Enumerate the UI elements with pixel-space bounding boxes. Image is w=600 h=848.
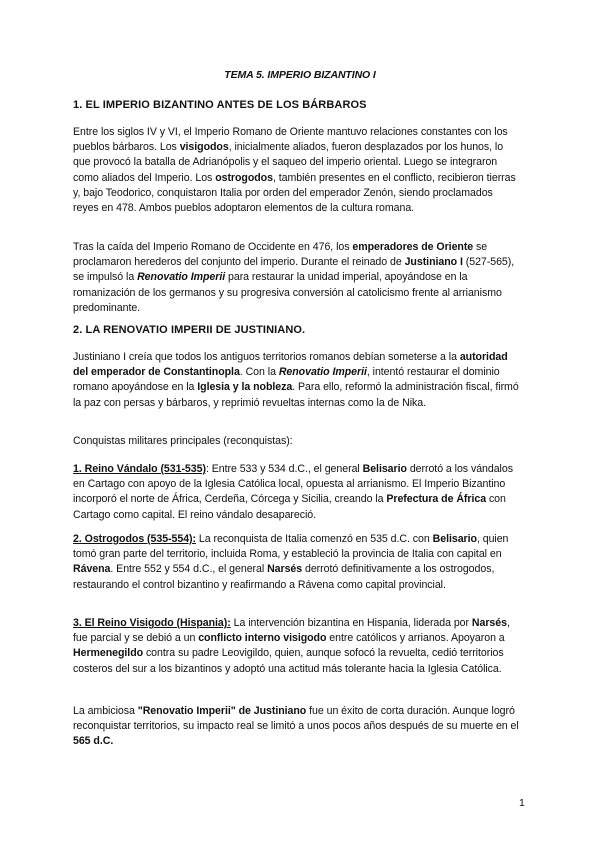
text: Tras la caída del Imperio Romano de Occidente en 476, los: [73, 241, 353, 253]
conquest-vandal-kingdom: [73, 462, 519, 523]
text: contra su padre Leovigildo, quien, aunque sofocó la revuelta, cedió territorios costeros del sur a los bizantinos y adoptó una actitud más tolerante hacia la Iglesia Católica.: [73, 647, 504, 675]
text: , intentó restaurar el dominio romano apoyándose en la: [73, 366, 500, 394]
text: Justiniano I creía que todos los antiguos territorios romanos debían someterse a la: [73, 351, 460, 363]
text: derrotó a los vándalos en Cartago con apoyo de la Iglesia Católica local, opuesta al arrianismo. El Imperio Bizantino incorporó el norte de África, Cerdeña, Córcega y Sicilia, creando la: [73, 463, 513, 506]
bold-text: Belisario: [432, 533, 477, 545]
section-1-paragraph-2: [73, 240, 519, 316]
bold-text: Narsés: [471, 617, 507, 629]
text: para restaurar la unidad imperial, apoyándose en la romanización de los germanos y su progresiva conversión al catolicismo frente al arrianismo predominante.: [73, 271, 502, 314]
text: La ambiciosa: [73, 705, 138, 717]
bold-italic-text: Renovatio Imperii: [137, 271, 226, 284]
conquest-label: 3. El Reino Visigodo (Hispania):: [73, 617, 231, 629]
text: , quien tomó gran parte del territorio, incluida Roma, y estableció la provincia de Italia con capital en: [73, 533, 509, 561]
text: con Cartago como capital. El reino vándalo desapareció.: [73, 493, 506, 521]
bold-text: Hermenegildo: [73, 647, 144, 660]
section-2-heading: 2. LA RENOVATIO IMPERII DE JUSTINIANO.: [73, 324, 306, 336]
text: se proclamaron herederos del conjunto del imperio. Durante el reinado de: [73, 241, 488, 269]
conquest-visigothic-kingdom: [73, 616, 519, 677]
conquests-intro: Conquistas militares principales (reconquistas):: [73, 435, 293, 447]
text: : Entre 533 y 534 d.C., el general: [205, 463, 363, 475]
document-title: TEMA 5. IMPERIO BIZANTINO I: [224, 69, 376, 81]
text: . Para ello, reformó la administración fiscal, firmó la paz con persas y bárbaros, y reprimió revueltas internas como la de Nika.: [73, 381, 519, 409]
text: . Entre 552 y 554 d.C., el general: [110, 563, 268, 576]
bold-text: Narsés: [267, 563, 303, 576]
page-number: 1: [519, 797, 525, 809]
conquest-label: 2. Ostrogodos (535-554):: [73, 533, 197, 545]
text: entre católicos y arrianos. Apoyaron a: [326, 632, 505, 645]
section-1-paragraph-1: [73, 125, 519, 216]
conquest-label: 1. Reino Vándalo (531-535): [73, 463, 206, 475]
bold-text: emperadores de Oriente: [352, 241, 474, 253]
bold-text: Justiniano I: [404, 256, 463, 269]
bold-text: autoridad del emperador de Constantinopla: [73, 351, 508, 379]
text: La reconquista de Italia comenzó en 535 d.C. con: [196, 533, 433, 545]
bold-text: visigodos: [179, 141, 229, 154]
text: , fue parcial y se debió a un: [73, 617, 510, 645]
closing-paragraph: [73, 704, 519, 750]
bold-italic-text: Renovatio Imperii: [278, 366, 367, 379]
section-1-heading: 1. EL IMPERIO BIZANTINO ANTES DE LOS BÁRBAROS: [73, 99, 367, 111]
text: La intervención bizantina en Hispania, liderada por: [230, 617, 472, 629]
text: . Con la: [239, 366, 279, 379]
text: fue un éxito de corta duración. Aunque logró reconquistar territorios, su impacto real se limitó a unos pocos años después de su muerte en el: [73, 705, 519, 733]
bold-text: "Renovatio Imperii" de Justiniano: [137, 705, 307, 717]
bold-text: 565 d.C.: [73, 735, 114, 748]
text: , inicialmente aliados, fueron desplazados por los hunos, lo que provocó la batalla de Adrianópolis y el saqueo del imperio oriental. Luego se integraron como aliados del Imperio. Los: [73, 141, 504, 184]
bold-text: ostrogodos: [215, 171, 273, 184]
bold-text: Iglesia y la nobleza: [197, 381, 293, 394]
text: (527-565), se impulsó la: [73, 256, 515, 284]
bold-text: Belisario: [362, 463, 407, 475]
conquest-ostrogoths: [73, 532, 519, 593]
text: derrotó definitivamente a los ostrogodos, restaurando el control bizantino y reafirmando a Rávena como capital provincial.: [73, 563, 495, 591]
bold-text: Prefectura de África: [386, 493, 487, 506]
bold-text: conflicto interno visigodo: [198, 632, 327, 645]
text: , también presentes en el conflicto, recibieron tierras y, bajo Teodorico, conquistaron Italia por orden del emperador Zenón, siendo proclamados reyes en 478. Ambos pueblos adoptaron elementos de la cultura romana.: [73, 171, 516, 215]
section-2-paragraph-1: [73, 350, 519, 411]
text: Entre los siglos IV y VI, el Imperio Romano de Oriente mantuvo relaciones constantes con los pueblos bárbaros. Los: [73, 126, 508, 154]
bold-text: Rávena: [73, 563, 111, 576]
